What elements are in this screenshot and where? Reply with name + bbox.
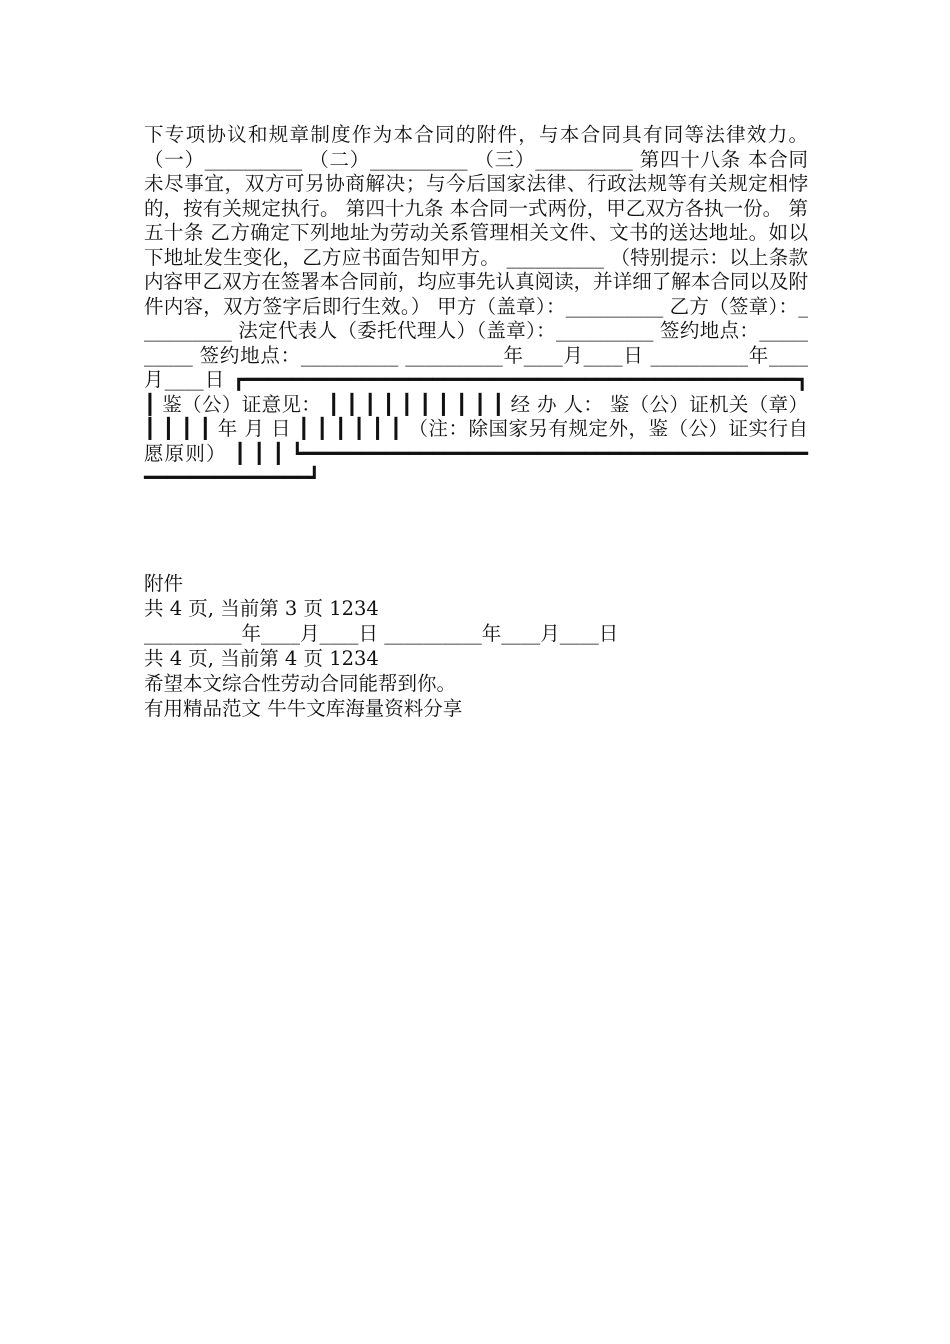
footer-text: 有用精品范文 牛牛文库海量资料分享 <box>144 697 463 720</box>
attachment-label: 附件 <box>144 572 184 595</box>
contract-body-paragraph: 下专项协议和规章制度作为本合同的附件，与本合同具有同等法律效力。 （一）__________ （二）__________ （三）__________ 第四十八条 本合同未尽事宜，双方可另协商解决；与今后国家法律、行政法规等有关规定相悖的，按有关规定执行。 第四十九条 本合同一式两份，甲乙双方各执一份。 第五十条 乙方确定下列地址为劳动关系管理相关文件、文书的送达地址。如以下地址发生变化，乙方应书面告知甲方。 __________ （特别提示：以上条款内容甲乙双方在签署本合同前，均应事先认真阅读，并详细了解本合同以及附件内容，双方签字后即行生效。） 甲方（盖章）：__________ 乙方（签章）：__________ 法定代表人（委托代理人）（盖章）：__________ 签约地点：__________ 签约地点：__________ __________年____月____日 __________年____月____日 ┏━━━━━━━━━━━━━━━━━━━━━━━━━━━━━━━━━━━━━━━━━━━━━━━┓ ┃ 鉴（公）证意见： ┃ ┃ ┃ ┃ ┃ ┃ ┃ ┃ ┃ ┃ 经 办 人： 鉴（公）证机关（章） ┃ ┃ ┃ ┃ 年 月 日 ┃ ┃ ┃ ┃ ┃ ┃ （注：除国家另有规定外，鉴（公）证实行自愿原则） ┃ ┃ ┃ ┗━━━━━━━━━━━━━━━━━━━━━━━━━━━━━━━━━━━━━━━━━━━━━━━━━━━━━━━━━┛ <box>144 123 808 489</box>
closing-note: 希望本文综合性劳动合同能帮到你。 <box>144 672 457 695</box>
signature-date-line: __________年____月____日 __________年____月____日 <box>144 622 619 645</box>
page-info-3: 共 4 页, 当前第 3 页 1234 <box>144 597 379 620</box>
page-info-4: 共 4 页, 当前第 4 页 1234 <box>144 647 379 670</box>
